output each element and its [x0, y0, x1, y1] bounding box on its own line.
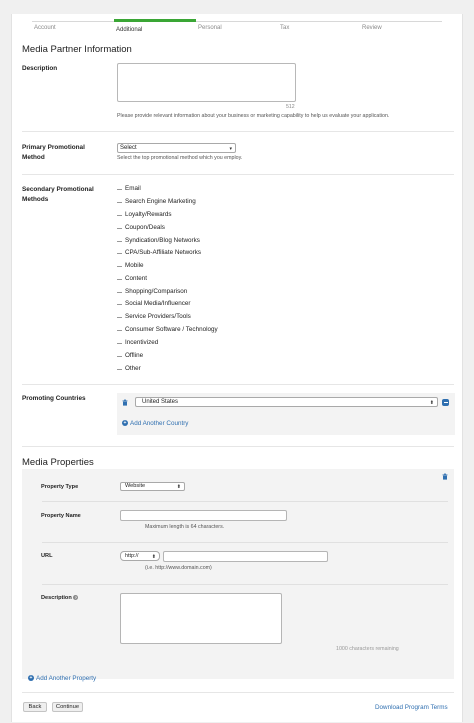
- plus-circle-icon: +: [29, 675, 33, 682]
- media-property-card: [22, 469, 454, 682]
- checkbox-icon: [117, 289, 122, 293]
- checkbox-label: Coupon/Deals: [125, 224, 165, 231]
- url-scheme-value: http://: [125, 553, 139, 559]
- checkbox-icon: [117, 199, 122, 203]
- secondary-methods-label: Secondary Promotional Methods: [22, 186, 94, 203]
- url-hint: (i.e. http://www.domain.com): [145, 565, 212, 571]
- divider: [22, 131, 454, 132]
- checkbox-label: Incentivized: [125, 339, 159, 346]
- divider: [22, 174, 454, 175]
- checkbox-social[interactable]: [117, 299, 190, 309]
- checkbox-label: Email: [125, 185, 141, 192]
- checkbox-icon: [117, 186, 122, 190]
- checkbox-label: CPA/Sub-Affiliate Networks: [125, 249, 202, 256]
- step-label: Additional: [116, 27, 143, 33]
- remove-country-button[interactable]: [442, 399, 449, 406]
- property-type-select[interactable]: [120, 482, 185, 491]
- property-description-textarea[interactable]: [120, 593, 282, 644]
- primary-method-value: Select: [120, 145, 137, 151]
- checkbox-icon: [117, 314, 122, 318]
- checkbox-icon: [117, 212, 122, 216]
- promoting-countries-label: Promoting Countries: [22, 395, 86, 402]
- checkbox-label: Mobile: [125, 262, 144, 269]
- checkbox-cpa[interactable]: [117, 248, 201, 258]
- checkbox-mobile[interactable]: [117, 261, 144, 271]
- country-select[interactable]: [135, 397, 438, 407]
- checkbox-label: Other: [125, 365, 141, 372]
- property-description-remaining: 1000 characters remaining: [336, 646, 399, 652]
- step-label: Account: [34, 25, 56, 31]
- primary-method-select[interactable]: [117, 143, 236, 153]
- checkbox-icon: [117, 353, 122, 357]
- primary-method-hint: Select the top promotional method which you employ.: [117, 155, 243, 161]
- checkbox-icon: [117, 366, 122, 370]
- divider: [42, 584, 448, 585]
- property-name-hint: Maximum length is 64 characters.: [145, 524, 225, 530]
- checkbox-icon: [117, 327, 122, 331]
- description-textarea[interactable]: [117, 63, 296, 102]
- checkbox-icon: [117, 238, 122, 242]
- property-description-text: Description: [41, 595, 72, 601]
- divider: [42, 501, 448, 502]
- back-button[interactable]: Back: [23, 702, 47, 712]
- add-country-link[interactable]: [122, 420, 188, 427]
- add-property-label: Add Another Property: [36, 675, 97, 682]
- divider: [22, 446, 454, 447]
- trash-icon[interactable]: [122, 399, 128, 408]
- step-tax[interactable]: [278, 21, 360, 33]
- checkbox-icon: [117, 225, 122, 229]
- step-label: Personal: [198, 25, 222, 31]
- checkbox-icon: [117, 250, 122, 254]
- description-hint: Please provide relevant information about your business or marketing capability to help us evaluate your application.: [117, 113, 390, 119]
- plus-circle-icon: +: [123, 420, 127, 427]
- chevron-updown-icon: ⬍: [176, 484, 181, 490]
- media-properties-title: Media Properties: [22, 457, 94, 468]
- step-personal[interactable]: [196, 21, 278, 33]
- checkbox-icon: [117, 301, 122, 305]
- step-label: Review: [362, 25, 382, 31]
- country-row: [117, 393, 455, 435]
- checkbox-label: Loyalty/Rewards: [125, 211, 172, 218]
- download-terms-link[interactable]: Download Program Terms: [375, 704, 448, 711]
- checkbox-sem[interactable]: [117, 197, 196, 207]
- property-name-label: Property Name: [41, 513, 81, 519]
- checkbox-icon: [117, 340, 122, 344]
- form-page: [11, 14, 463, 722]
- checkbox-icon: [117, 263, 122, 267]
- checkbox-offline[interactable]: [117, 351, 143, 361]
- step-label: Tax: [280, 25, 290, 31]
- divider: [42, 542, 448, 543]
- url-label: URL: [41, 553, 53, 559]
- checkbox-syndication[interactable]: [117, 236, 200, 246]
- checkbox-icon: [117, 276, 122, 280]
- checkbox-shopping[interactable]: [117, 287, 187, 297]
- help-icon[interactable]: ?: [74, 595, 78, 601]
- checkbox-software[interactable]: [117, 325, 218, 335]
- checkbox-label: Search Engine Marketing: [125, 198, 196, 205]
- checkbox-label: Shopping/Comparison: [125, 288, 188, 295]
- checkbox-loyalty[interactable]: [117, 210, 172, 220]
- continue-button[interactable]: Continue: [52, 702, 83, 712]
- progress-steps: [32, 21, 444, 33]
- trash-icon[interactable]: [442, 473, 448, 482]
- checkbox-label: Syndication/Blog Networks: [125, 237, 200, 244]
- checkbox-label: Offline: [125, 352, 144, 359]
- checkbox-email[interactable]: [117, 184, 141, 194]
- divider: [22, 384, 454, 385]
- chevron-updown-icon: ⬍: [151, 554, 156, 560]
- checkbox-other[interactable]: [117, 364, 141, 374]
- section-title: Media Partner Information: [22, 44, 132, 55]
- description-label: Description: [22, 65, 58, 72]
- url-scheme-select[interactable]: [120, 551, 160, 561]
- add-country-label: Add Another Country: [130, 420, 189, 427]
- property-name-input[interactable]: [120, 510, 287, 521]
- chevron-updown-icon: ⬍: [429, 400, 434, 406]
- divider: [22, 692, 454, 693]
- step-account[interactable]: [32, 21, 114, 33]
- checkbox-label: Content: [125, 275, 148, 282]
- country-value: United States: [142, 399, 179, 405]
- step-review[interactable]: [360, 21, 442, 33]
- checkbox-label: Service Providers/Tools: [125, 313, 191, 320]
- property-description-label: [41, 593, 78, 603]
- primary-method-label: Primary Promotional Method: [22, 144, 85, 161]
- add-property-link[interactable]: [28, 675, 96, 682]
- chevron-down-icon: ▾: [229, 146, 232, 152]
- checkbox-incentivized[interactable]: [117, 338, 158, 348]
- property-type-label: Property Type: [41, 484, 79, 490]
- url-input[interactable]: [163, 551, 328, 562]
- checkbox-service[interactable]: [117, 312, 191, 322]
- checkbox-label: Social Media/Influencer: [125, 300, 191, 307]
- checkbox-coupon[interactable]: [117, 223, 165, 233]
- step-additional[interactable]: [114, 19, 196, 31]
- checkbox-content[interactable]: [117, 274, 147, 284]
- property-type-value: Website: [125, 483, 146, 489]
- description-counter: 512: [286, 104, 295, 110]
- checkbox-label: Consumer Software / Technology: [125, 326, 218, 333]
